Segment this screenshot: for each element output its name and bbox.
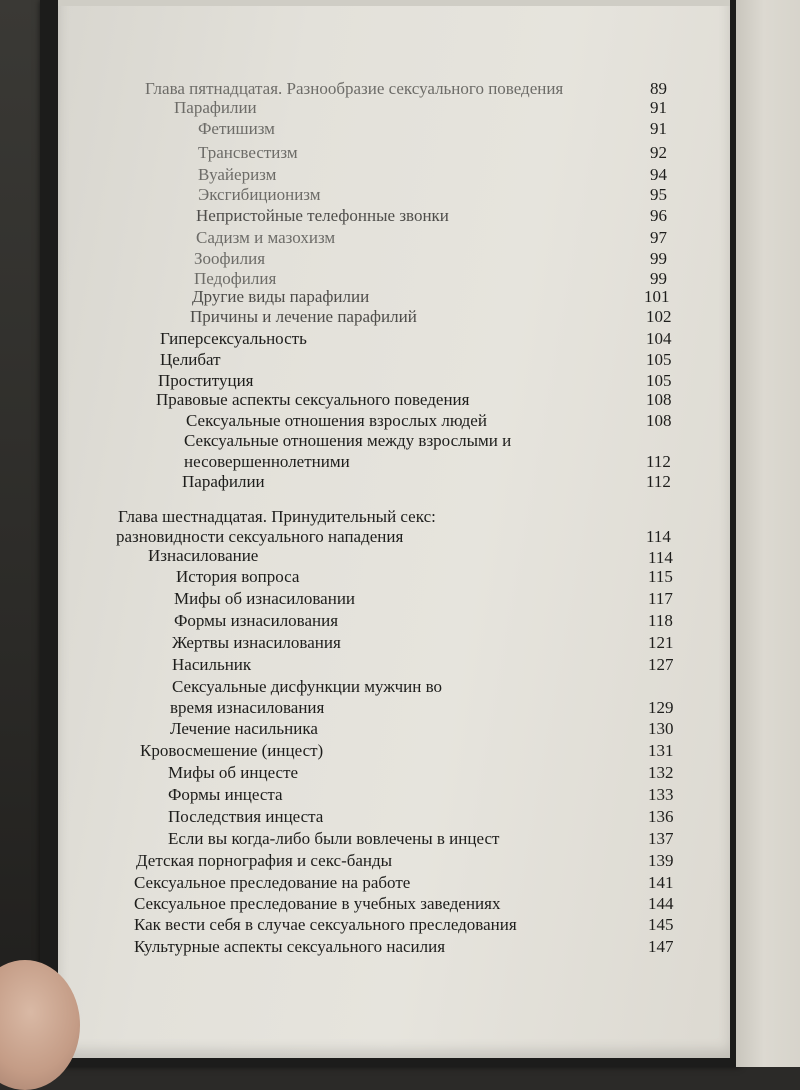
table-of-contents: Глава пятнадцатая. Разнообразие сексуального поведения 89 Парафилии 91 Фетишизм 91 Трансвестизм 92 Вуайеризм 94 Эксгибиционизм 95 Непристойные телефонные звонки 96 Садизм и мазохизм 97 Зоофилия 99 Педофилия 99 Другие виды парафилии 101 Причины и лечение парафилий 102 Гиперсексуальность 104 Целибат 105 Проституция 105 Правовые аспекты сексуального поведения 108 Сексуальные отношения взрослых людей 108 Сексуальные отношения между взрослыми и несовершеннолетними 112 Парафилии 112 Глава шестнадцатая. Принудительный секс: разновидности сексуального нападения 114 Изнасилование 114 История вопроса 115 Мифы об изнасиловании 117 Формы изнасилования 118 Жертвы изнасилования 121 Насильник 127 Сексуальные дисфункции мужчин во время изнасилования 129 Лечение насильника 130 Кровосмешение (инцест) 131 Мифы об инцесте 132 Формы инцеста 133 Последствия инцеста 136 Если вы когда-либо были вовлечены в инцест 137 Детская порнография и секс-банды 139 Сексуальное преследование на работе 141 Сексуальное преследование в учебных заведениях 144 Как вести себя в случае сексуального преследования 145 Культурные аспекты сексуального насилия 147	[116, 79, 674, 956]
